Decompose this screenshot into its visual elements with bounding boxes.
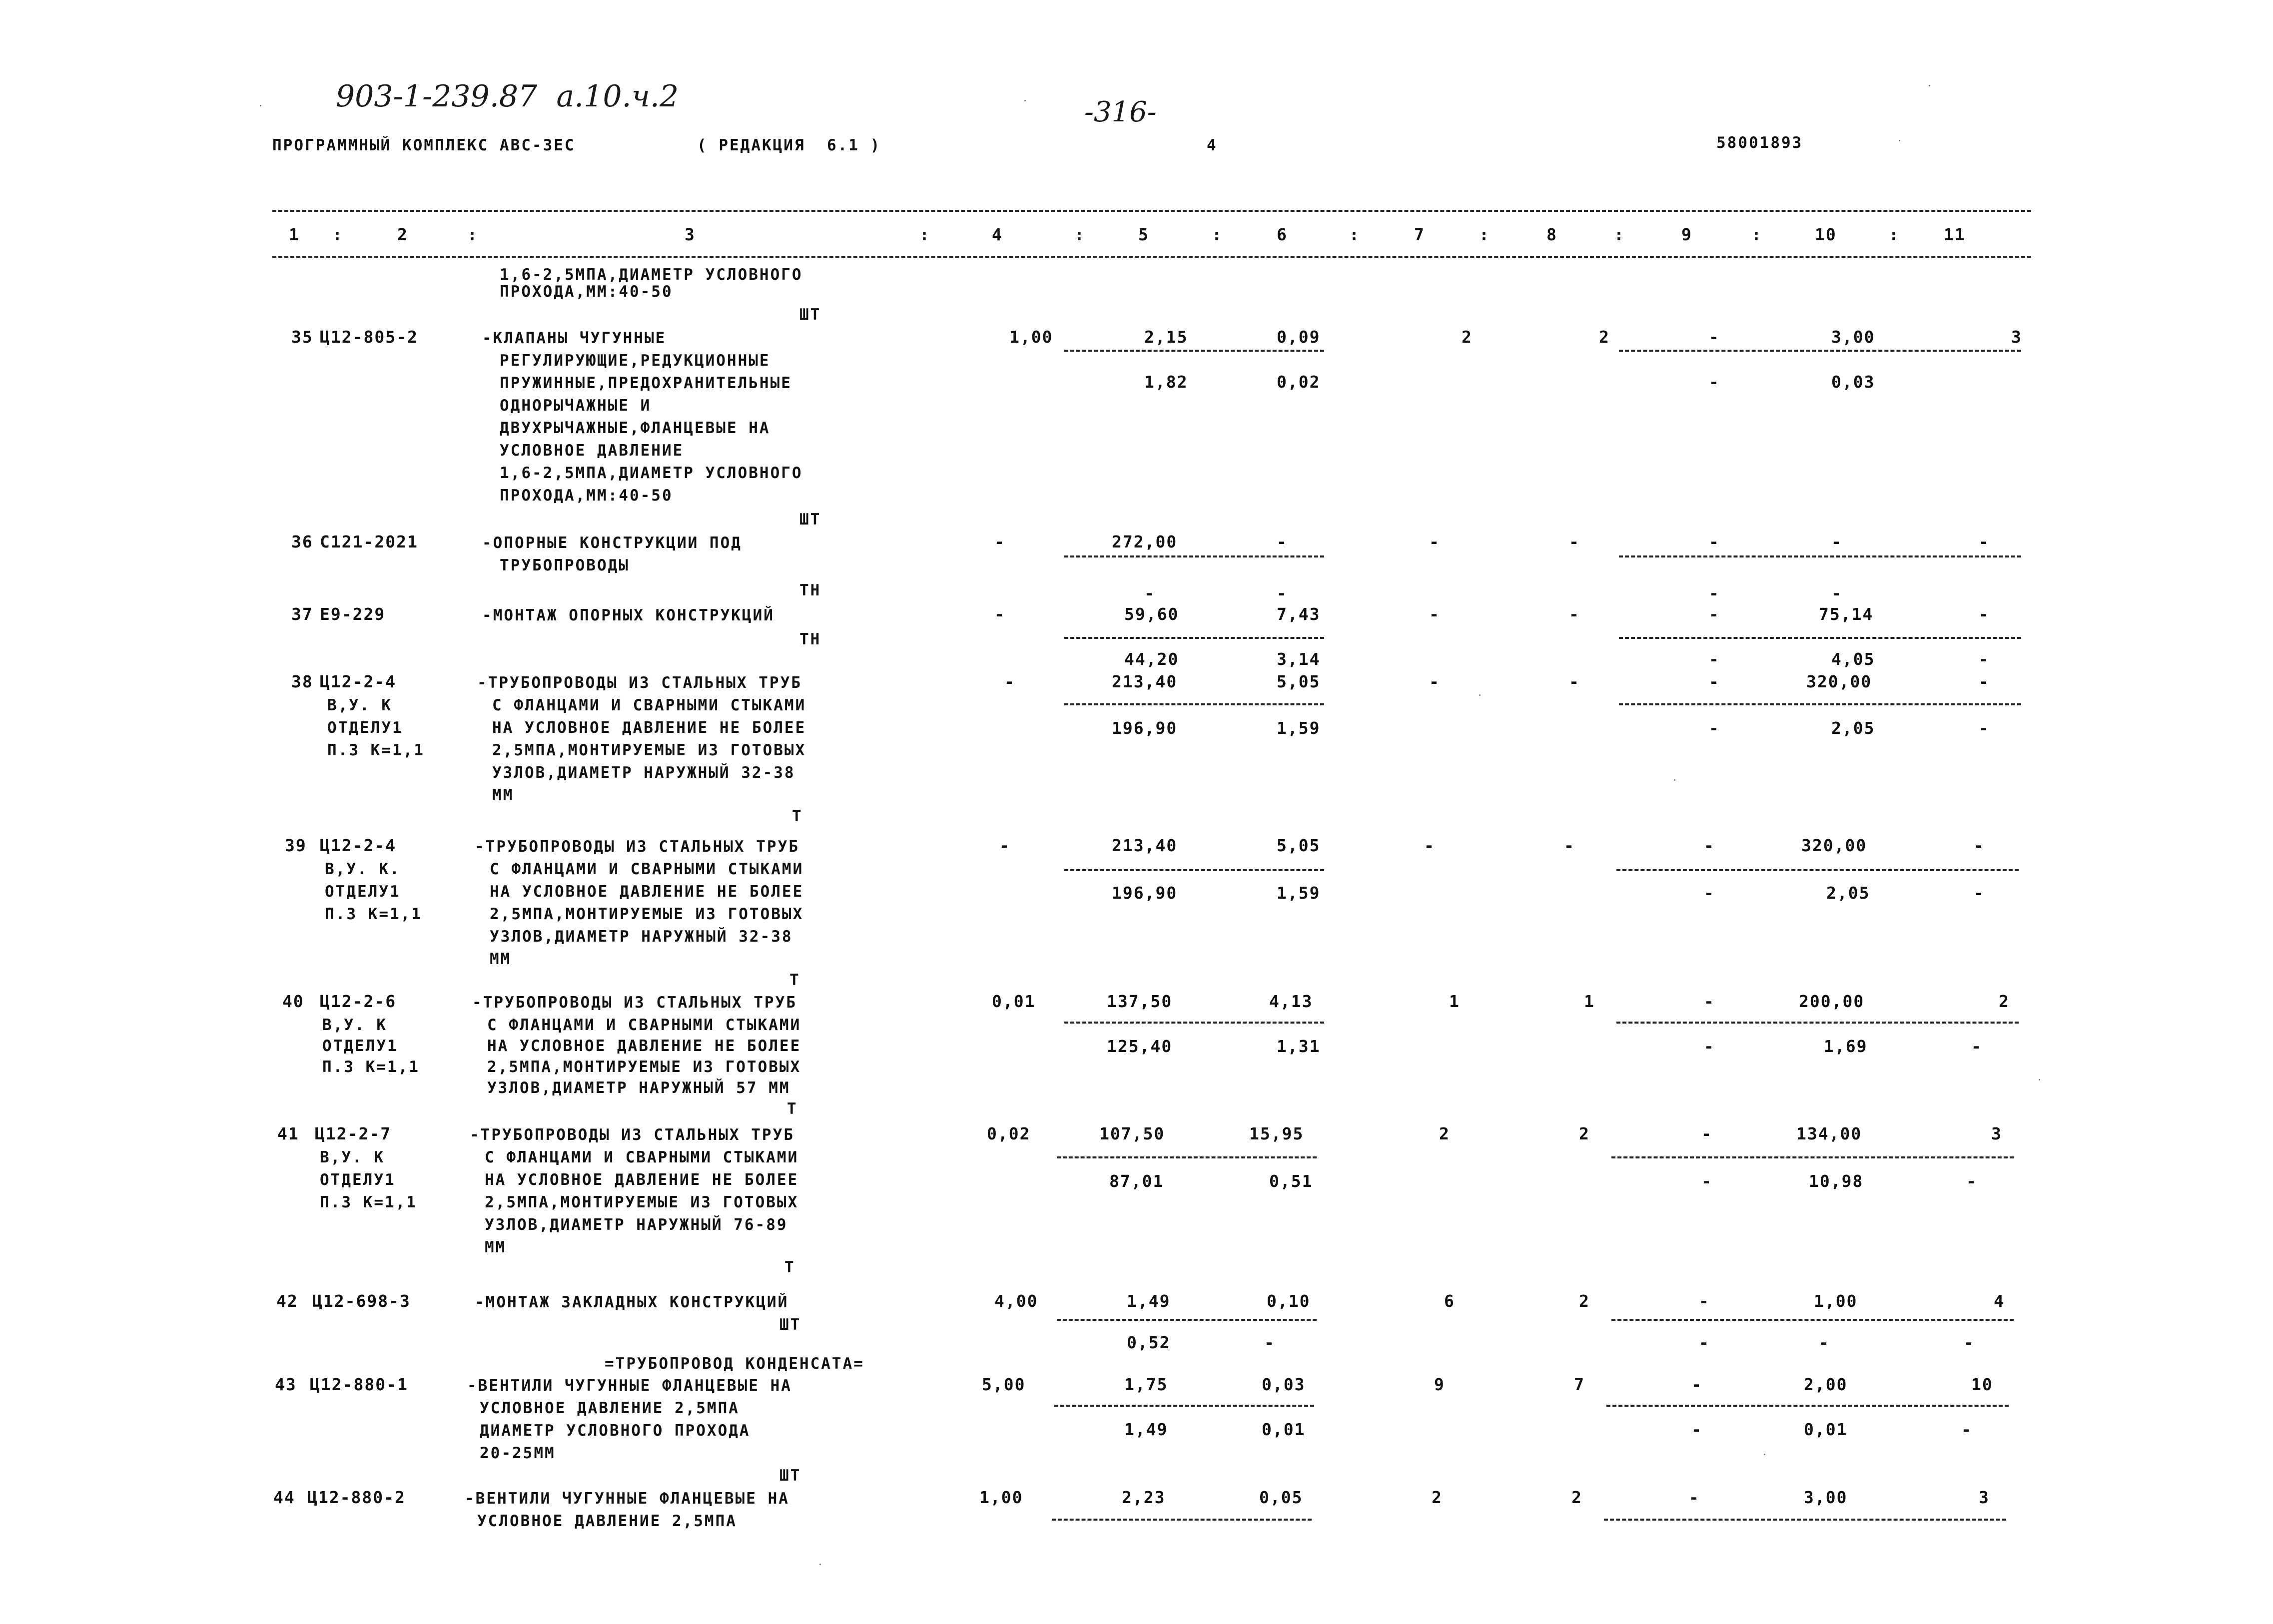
row-unit: ШТ (779, 1467, 801, 1485)
row-number: 39 (285, 836, 307, 855)
row-text: -МОНТАЖ ЗАКЛАДНЫХ КОНСТРУКЦИЙ (475, 1293, 789, 1311)
row-unit: ШТ (799, 511, 821, 529)
cell-col-6: - (1264, 1333, 1275, 1352)
row-unit: Т (792, 807, 803, 825)
cell-divider (1064, 703, 1324, 705)
cell-col-9: - (1704, 836, 1715, 855)
row-subcode: П.3 К=1,1 (322, 1058, 420, 1076)
row-code: Ц12-2-6 (320, 992, 397, 1011)
cell-col-10: 134,00 (1796, 1124, 1862, 1143)
row-text: НА УСЛОВНОЕ ДАВЛЕНИЕ НЕ БОЛЕЕ (490, 883, 804, 901)
col-sep: : (1212, 225, 1223, 244)
cell-col-10: - (1831, 532, 1842, 551)
cell-col-11: - (1971, 1037, 1982, 1056)
col-8: 8 (1546, 225, 1557, 244)
cell-col-9: - (1709, 583, 1720, 603)
cell-col-11: - (1964, 1333, 1975, 1352)
handwritten-code: 903-1-239.87 а.10.ч.2 (336, 79, 679, 114)
cell-col-5: 272,00 (1112, 532, 1178, 551)
cell-col-9: - (1709, 372, 1720, 392)
cell-col-10: 4,05 (1831, 649, 1875, 669)
row-text: ДВУХРЫЧАЖНЫЕ,ФЛАНЦЕВЫЕ НА (500, 419, 770, 437)
cell-col-6: - (1277, 532, 1288, 551)
cell-col-6: - (1277, 583, 1288, 603)
col-1: 1 (289, 225, 300, 244)
cell-col-9: - (1689, 1488, 1700, 1507)
cell-col-11: - (1979, 718, 1990, 738)
edition-label: ( РЕДАКЦИЯ 6.1 ) (697, 136, 881, 154)
cell-col-6: 0,03 (1262, 1375, 1306, 1394)
cell-col-5: 59,60 (1124, 604, 1179, 624)
cell-divider (1611, 1156, 2014, 1158)
cell-col-11: 2 (1999, 992, 2010, 1011)
row-number: 35 (291, 327, 313, 347)
scan-speck (260, 105, 261, 106)
cell-col-10: 0,01 (1804, 1420, 1848, 1439)
row-number: 44 (273, 1488, 295, 1507)
cell-col-10: 2,00 (1804, 1375, 1848, 1394)
row-text: -КЛАПАНЫ ЧУГУННЫЕ (482, 329, 667, 347)
row-subcode: В,У. К. (325, 860, 401, 878)
cell-col-6: 0,10 (1267, 1291, 1311, 1311)
row-subcode: В,У. К (322, 1016, 387, 1034)
cell-col-6: 7,43 (1277, 604, 1321, 624)
cell-col-4: - (994, 532, 1005, 551)
row-text: -ТРУБОПРОВОДЫ ИЗ СТАЛЬНЫХ ТРУБ (475, 838, 799, 856)
cell-col-10: 1,69 (1824, 1037, 1868, 1056)
cell-col-7: 6 (1444, 1291, 1455, 1311)
cell-col-7: - (1429, 532, 1440, 551)
cell-col-5: 125,40 (1107, 1037, 1173, 1056)
row-unit: ТН (799, 581, 821, 599)
row-unit: Т (784, 1258, 795, 1276)
cell-col-6: 0,02 (1277, 372, 1321, 392)
top-rule (272, 210, 2031, 212)
cell-col-5: 107,50 (1099, 1124, 1165, 1143)
row-number: 43 (275, 1375, 297, 1394)
row-code: С121-2021 (320, 532, 418, 551)
row-text: ММ (490, 950, 512, 968)
row-number: 41 (277, 1124, 299, 1143)
row-text: ОДНОРЫЧАЖНЫЕ И (500, 397, 652, 415)
cell-col-7: - (1424, 836, 1435, 855)
cell-col-4: 0,01 (992, 992, 1036, 1011)
cell-col-5: 213,40 (1112, 836, 1178, 855)
cell-col-10: - (1831, 583, 1842, 603)
cell-col-9: - (1691, 1420, 1702, 1439)
cell-col-10: 320,00 (1801, 836, 1867, 855)
cell-divider (1616, 1022, 2019, 1024)
cell-col-5: 2,23 (1122, 1488, 1166, 1507)
document-id: 58001893 (1716, 134, 1803, 152)
cell-divider (1057, 1319, 1317, 1321)
cell-col-11: - (1966, 1171, 1977, 1191)
cell-col-6: 1,31 (1277, 1037, 1321, 1056)
col-sep: : (332, 225, 343, 244)
cell-col-10: 3,00 (1831, 327, 1875, 347)
cell-divider (1619, 350, 2021, 352)
cell-col-4: 5,00 (982, 1375, 1026, 1394)
scan-speck (819, 1564, 821, 1565)
continuation-line: 1,6-2,5МПА,ДИАМЕТР УСЛОВНОГО (500, 266, 803, 284)
row-subcode: ОТДЕЛУ1 (327, 719, 403, 737)
continuation-line: ПРОХОДА,ММ:40-50 (500, 283, 673, 301)
row-subcode: П.3 К=1,1 (325, 905, 422, 923)
cell-col-9: - (1701, 1171, 1712, 1191)
cell-col-9: - (1691, 1375, 1702, 1394)
cell-col-9: - (1709, 327, 1720, 347)
cell-col-4: 1,00 (1009, 327, 1053, 347)
col-9: 9 (1681, 225, 1692, 244)
cell-col-7: 1 (1449, 992, 1460, 1011)
cell-col-11: 10 (1971, 1375, 1993, 1394)
cell-col-6: 3,14 (1277, 649, 1321, 669)
row-text: С ФЛАНЦАМИ И СВАРНЫМИ СТЫКАМИ (492, 696, 806, 714)
col-3: 3 (685, 225, 696, 244)
cell-col-4: 0,02 (987, 1124, 1031, 1143)
cell-divider (1604, 1519, 2006, 1521)
row-text: 2,5МПА,МОНТИРУЕМЫЕ ИЗ ГОТОВЫХ (490, 905, 804, 923)
row-text: ПРОХОДА,ММ:40-50 (500, 487, 673, 505)
cell-divider (1606, 1405, 2009, 1407)
cell-divider (1064, 869, 1324, 871)
row-subcode: ОТДЕЛУ1 (320, 1171, 396, 1189)
cell-col-4: - (994, 604, 1005, 624)
cell-divider (1064, 350, 1324, 352)
col-6: 6 (1277, 225, 1288, 244)
col-11: 11 (1944, 225, 1966, 244)
cell-col-11: - (1974, 836, 1985, 855)
cell-col-9: - (1699, 1333, 1710, 1352)
row-text: -ОПОРНЫЕ КОНСТРУКЦИИ ПОД (482, 534, 742, 552)
cell-col-11: 3 (1991, 1124, 2002, 1143)
cell-col-5: 87,01 (1109, 1171, 1164, 1191)
cell-col-10: 2,05 (1826, 883, 1870, 903)
row-text: ДИАМЕТР УСЛОВНОГО ПРОХОДА (480, 1422, 751, 1440)
cell-col-8: - (1569, 672, 1580, 691)
cell-col-9: - (1704, 883, 1715, 903)
cell-col-5: 196,90 (1112, 718, 1178, 738)
row-number: 42 (276, 1291, 298, 1311)
row-number: 37 (291, 604, 313, 624)
col-5: 5 (1138, 225, 1149, 244)
cell-col-9: - (1709, 672, 1720, 691)
cell-col-10: 1,00 (1814, 1291, 1858, 1311)
cell-col-7: 2 (1439, 1124, 1450, 1143)
cell-col-10: 320,00 (1806, 672, 1872, 691)
row-unit: ШТ (779, 1316, 801, 1334)
row-text: ММ (485, 1238, 507, 1256)
cell-col-11: - (1979, 604, 1990, 624)
row-code: Ц12-2-4 (320, 836, 397, 855)
cell-col-7: 9 (1434, 1375, 1445, 1394)
row-code: Ц12-880-2 (307, 1488, 406, 1507)
cell-col-7: - (1429, 672, 1440, 691)
row-text: 20-25ММ (480, 1444, 556, 1462)
cell-col-9: - (1709, 718, 1720, 738)
row-text: С ФЛАНЦАМИ И СВАРНЫМИ СТЫКАМИ (490, 860, 804, 878)
row-subcode: В,У. К (327, 696, 392, 714)
row-text: УСЛОВНОЕ ДАВЛЕНИЕ 2,5МПА (480, 1399, 740, 1417)
cell-col-6: 5,05 (1277, 672, 1321, 691)
row-code: Ц12-880-1 (310, 1375, 408, 1394)
row-text: УЗЛОВ,ДИАМЕТР НАРУЖНЫЙ 32-38 (492, 764, 795, 782)
row-text: УЗЛОВ,ДИАМЕТР НАРУЖНЫЙ 32-38 (490, 928, 793, 946)
row-text: -ТРУБОПРОВОДЫ ИЗ СТАЛЬНЫХ ТРУБ (477, 674, 802, 692)
col-2: 2 (397, 225, 408, 244)
col-sep: : (1074, 225, 1085, 244)
col-sep: : (919, 225, 930, 244)
cell-col-9: - (1701, 1124, 1712, 1143)
cell-col-8: - (1569, 604, 1580, 624)
cell-divider (1052, 1519, 1312, 1521)
col-sep: : (1889, 225, 1900, 244)
row-subcode: ОТДЕЛУ1 (325, 883, 401, 901)
col-sep: : (1614, 225, 1625, 244)
cell-col-7: - (1429, 604, 1440, 624)
cell-col-4: - (999, 836, 1010, 855)
row-code: Ц12-805-2 (320, 327, 418, 347)
cell-divider (1616, 869, 2019, 871)
row-text: -ВЕНТИЛИ ЧУГУННЫЕ ФЛАНЦЕВЫЕ НА (467, 1377, 792, 1395)
cell-col-5: 213,40 (1112, 672, 1178, 691)
row-text: ПРУЖИННЫЕ,ПРЕДОХРАНИТЕЛЬНЫЕ (500, 374, 792, 392)
cell-col-5: 1,49 (1124, 1420, 1168, 1439)
cell-col-9: - (1704, 992, 1715, 1011)
cell-col-5: 1,82 (1144, 372, 1188, 392)
cell-col-5: 44,20 (1124, 649, 1179, 669)
cell-col-6: 1,59 (1277, 883, 1321, 903)
row-code: Ц12-2-4 (320, 672, 397, 691)
cell-col-9: - (1709, 604, 1720, 624)
row-text: -ВЕНТИЛИ ЧУГУННЫЕ ФЛАНЦЕВЫЕ НА (465, 1490, 789, 1508)
row-code: Ц12-2-7 (315, 1124, 392, 1143)
scan-speck (1674, 779, 1675, 781)
row-text: НА УСЛОВНОЕ ДАВЛЕНИЕ НЕ БОЛЕЕ (487, 1037, 801, 1055)
cell-col-9: - (1709, 649, 1720, 669)
cell-col-11: 3 (2011, 327, 2022, 347)
cell-col-9: - (1704, 1037, 1715, 1056)
cell-col-4: - (1004, 672, 1015, 691)
row-text: НА УСЛОВНОЕ ДАВЛЕНИЕ НЕ БОЛЕЕ (485, 1171, 799, 1189)
cell-divider (1057, 1156, 1317, 1158)
row-subcode: П.3 К=1,1 (327, 741, 425, 759)
cell-col-6: 4,13 (1269, 992, 1313, 1011)
cell-col-11: - (1979, 672, 1990, 691)
cell-col-11: - (1979, 649, 1990, 669)
row-code: Ц12-698-3 (312, 1291, 411, 1311)
header-rule (272, 256, 2031, 258)
row-number: 40 (282, 992, 304, 1011)
cell-col-6: 1,59 (1277, 718, 1321, 738)
cell-col-6: 0,51 (1269, 1171, 1313, 1191)
cell-col-9: - (1709, 532, 1720, 551)
col-4: 4 (992, 225, 1003, 244)
cell-col-8: 1 (1584, 992, 1595, 1011)
row-subcode: В,У. К (320, 1148, 385, 1166)
cell-divider (1064, 1022, 1324, 1024)
row-subcode: ОТДЕЛУ1 (322, 1037, 398, 1055)
row-text: 1,6-2,5МПА,ДИАМЕТР УСЛОВНОГО (500, 464, 803, 482)
cell-col-11: - (1974, 883, 1985, 903)
cell-col-11: - (1961, 1420, 1972, 1439)
row-text: 2,5МПА,МОНТИРУЕМЫЕ ИЗ ГОТОВЫХ (487, 1058, 801, 1076)
scan-speck (1899, 140, 1900, 141)
col-sep: : (1751, 225, 1762, 244)
cell-col-4: 1,00 (979, 1488, 1023, 1507)
col-7: 7 (1414, 225, 1425, 244)
cell-divider (1619, 703, 2021, 705)
scan-speck (1479, 694, 1481, 696)
row-text: ТРУБОПРОВОДЫ (500, 556, 630, 574)
row-text: 2,5МПА,МОНТИРУЕМЫЕ ИЗ ГОТОВЫХ (492, 741, 806, 759)
cell-col-6: 15,95 (1249, 1124, 1304, 1143)
program-title: ПРОГРАММНЫЙ КОМПЛЕКС АВС-3ЕС (272, 136, 576, 154)
cell-divider (1619, 637, 2021, 639)
cell-divider (1064, 555, 1324, 557)
cell-col-9: - (1699, 1291, 1710, 1311)
row-unit: Т (789, 971, 800, 989)
cell-col-8: 2 (1599, 327, 1610, 347)
scan-speck (1024, 100, 1026, 101)
cell-col-10: 0,03 (1831, 372, 1875, 392)
cell-col-8: 7 (1574, 1375, 1585, 1394)
row-text: НА УСЛОВНОЕ ДАВЛЕНИЕ НЕ БОЛЕЕ (492, 719, 806, 737)
row-text: ММ (492, 786, 514, 804)
cell-divider (1619, 555, 2021, 557)
section-number: 4 (1207, 136, 1218, 154)
cell-col-6: 0,09 (1277, 327, 1321, 347)
page-number: -316- (1084, 96, 1157, 128)
cell-col-8: 2 (1579, 1291, 1590, 1311)
row-unit: Т (787, 1100, 798, 1118)
cell-col-6: 0,01 (1262, 1420, 1306, 1439)
cell-divider (1054, 1405, 1314, 1407)
row-text: УСЛОВНОЕ ДАВЛЕНИЕ (500, 442, 684, 460)
cell-col-8: 2 (1579, 1124, 1590, 1143)
cell-divider (1611, 1319, 2014, 1321)
row-text: УСЛОВНОЕ ДАВЛЕНИЕ 2,5МПА (477, 1512, 737, 1530)
cell-col-6: 5,05 (1277, 836, 1321, 855)
col-sep: : (1479, 225, 1490, 244)
row-text: РЕГУЛИРУЮЩИЕ,РЕДУКЦИОННЫЕ (500, 352, 770, 370)
row-unit: ТН (799, 630, 821, 648)
cell-col-5: 1,49 (1127, 1291, 1171, 1311)
cell-col-10: - (1819, 1333, 1830, 1352)
cell-col-5: 0,52 (1127, 1333, 1171, 1352)
cell-col-11: - (1979, 532, 1990, 551)
col-sep: : (467, 225, 478, 244)
row-text: С ФЛАНЦАМИ И СВАРНЫМИ СТЫКАМИ (485, 1148, 799, 1166)
row-number: 36 (291, 532, 313, 551)
cell-col-5: 2,15 (1144, 327, 1188, 347)
cell-col-5: - (1144, 583, 1155, 603)
cell-col-8: - (1564, 836, 1575, 855)
cell-col-7: 2 (1432, 1488, 1443, 1507)
row-subcode: П.3 К=1,1 (320, 1193, 417, 1211)
row-text: С ФЛАНЦАМИ И СВАРНЫМИ СТЫКАМИ (487, 1016, 801, 1034)
row-text: УЗЛОВ,ДИАМЕТР НАРУЖНЫЙ 76-89 (485, 1216, 788, 1234)
col-sep: : (1349, 225, 1360, 244)
cell-col-6: 0,05 (1259, 1488, 1303, 1507)
continuation-unit: ШТ (799, 306, 821, 324)
row-text: -ТРУБОПРОВОДЫ ИЗ СТАЛЬНЫХ ТРУБ (470, 1126, 794, 1144)
scan-speck (1929, 85, 1930, 86)
row-text: 2,5МПА,МОНТИРУЕМЫЕ ИЗ ГОТОВЫХ (485, 1193, 799, 1211)
cell-col-8: 2 (1571, 1488, 1582, 1507)
cell-col-11: 4 (1994, 1291, 2005, 1311)
cell-col-5: 1,75 (1124, 1375, 1168, 1394)
cell-col-5: 196,90 (1112, 883, 1178, 903)
cell-col-7: 2 (1462, 327, 1473, 347)
cell-col-10: 2,05 (1831, 718, 1875, 738)
col-10: 10 (1815, 225, 1837, 244)
row-code: Е9-229 (320, 604, 386, 624)
cell-col-5: 137,50 (1107, 992, 1173, 1011)
row-text: -ТРУБОПРОВОДЫ ИЗ СТАЛЬНЫХ ТРУБ (472, 994, 797, 1012)
scan-speck (1764, 1454, 1765, 1455)
row-text: УЗЛОВ,ДИАМЕТР НАРУЖНЫЙ 57 ММ (487, 1079, 790, 1097)
row-text: -МОНТАЖ ОПОРНЫХ КОНСТРУКЦИЙ (482, 606, 774, 624)
cell-col-10: 3,00 (1804, 1488, 1848, 1507)
cell-col-11: 3 (1979, 1488, 1990, 1507)
cell-divider (1064, 637, 1324, 639)
cell-col-10: 10,98 (1809, 1171, 1864, 1191)
cell-col-10: 200,00 (1799, 992, 1865, 1011)
section-heading: =ТРУБОПРОВОД КОНДЕНСАТА= (605, 1355, 864, 1373)
cell-col-4: 4,00 (994, 1291, 1038, 1311)
cell-col-10: 75,14 (1819, 604, 1874, 624)
row-number: 38 (291, 672, 313, 691)
cell-col-8: - (1569, 532, 1580, 551)
scan-speck (2039, 1079, 2040, 1081)
